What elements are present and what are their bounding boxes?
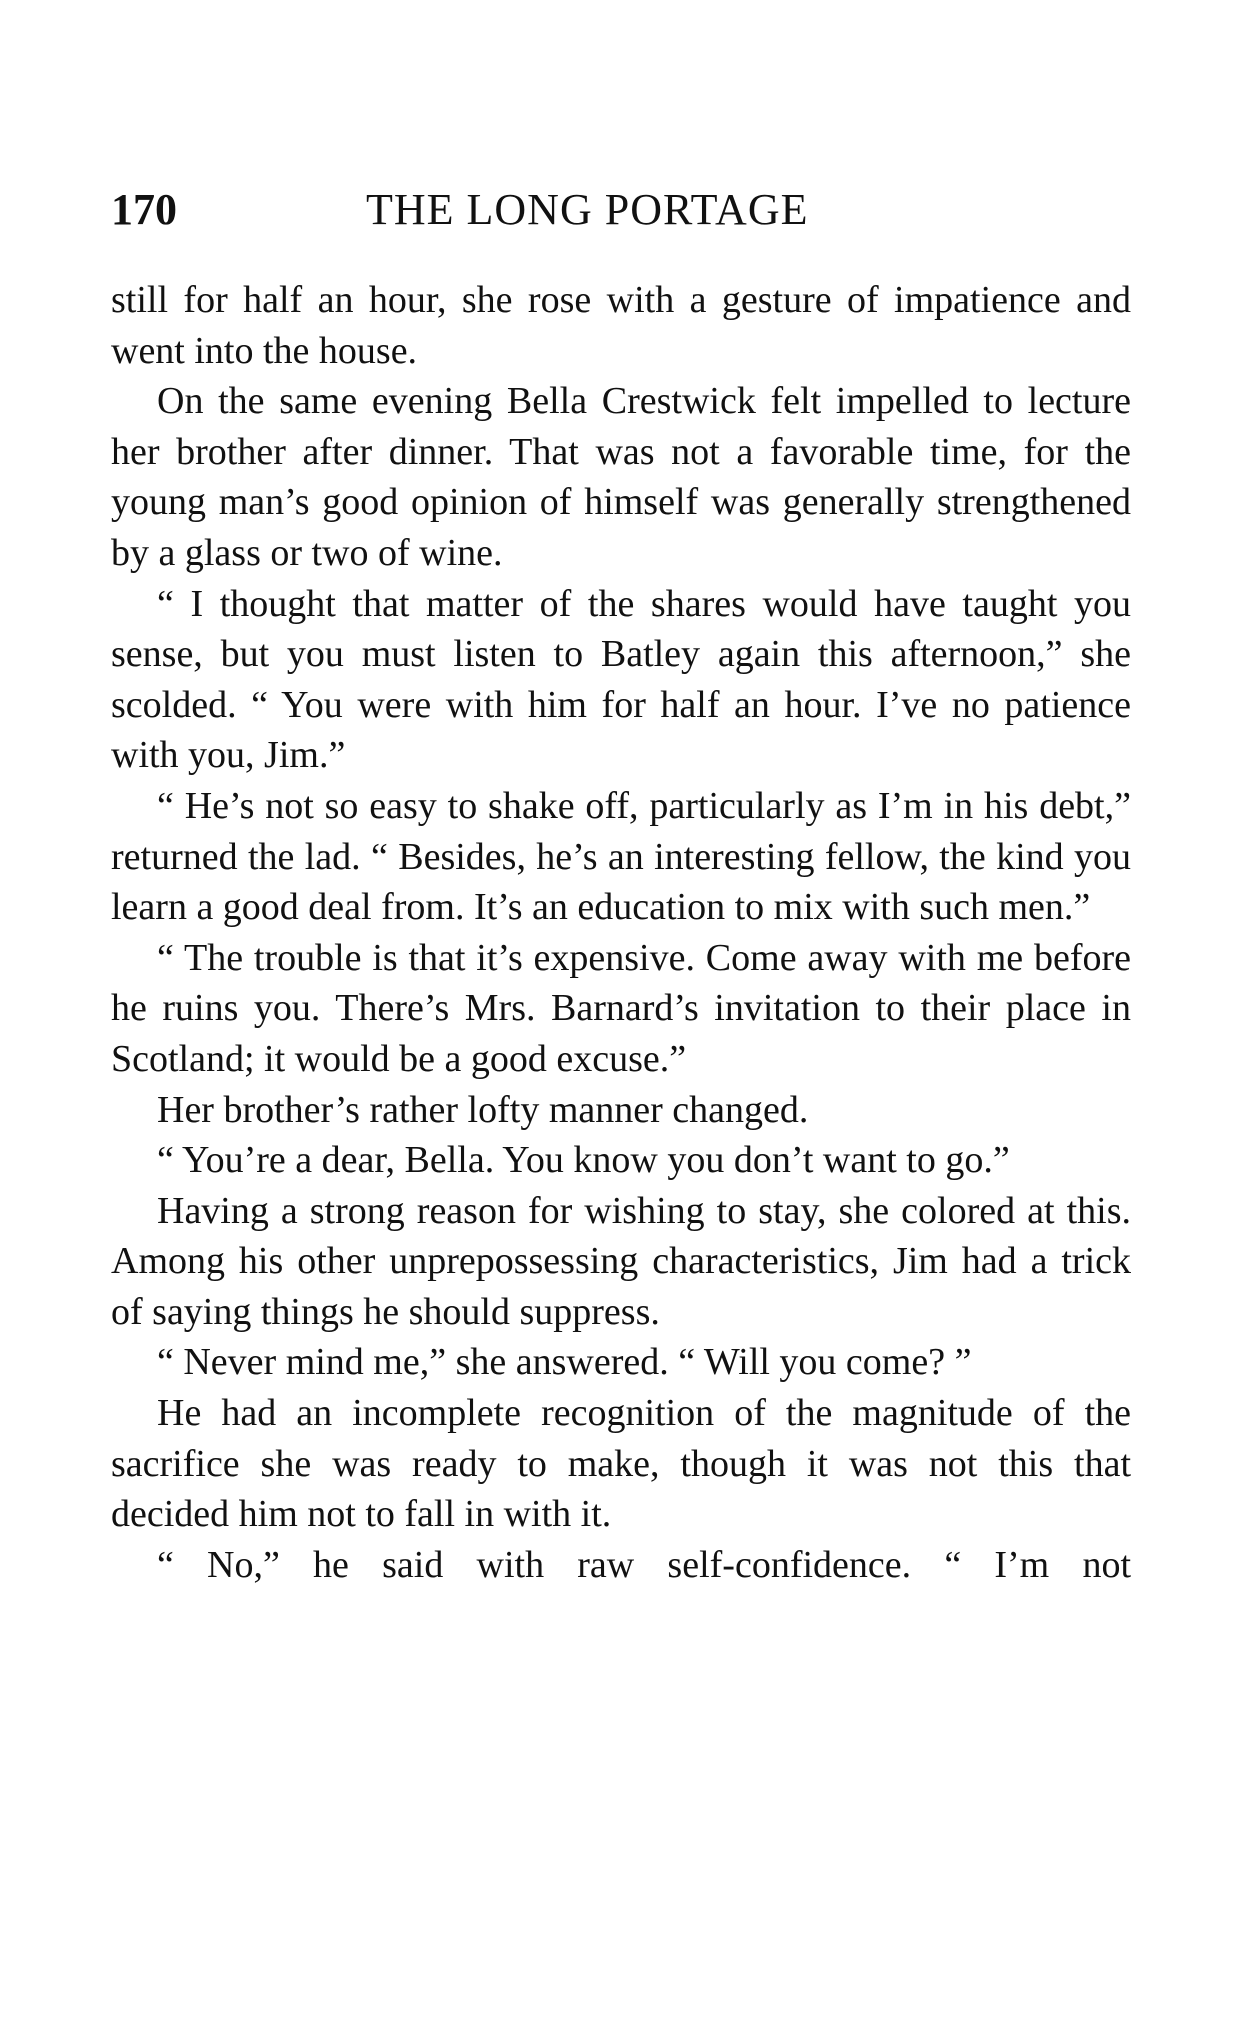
paragraph: “ He’s not so easy to shake off, particularly as I’m in his debt,” returned the lad. “ Besides, he’s an interesting fellow, the kind you learn a good deal from. It’s an education to mix with such men.” [111,784,1131,929]
paragraph: “ Never mind me,” she answered. “ Will you come? ” [157,1341,972,1384]
paragraph: “ You’re a dear, Bella. You know you don’t want to go.” [157,1139,1010,1182]
page-number: 170 [111,185,177,234]
paragraph: “ I thought that matter of the shares would have taught you sense, but you must listen to Batley again this afternoon,” she scolded. “ You were with him for half an hour. I’ve no patience with you, Jim.” [111,582,1131,777]
paragraph: Having a strong reason for wishing to stay, she colored at this. Among his other unprepossessing characteristics, Jim had a trick of saying things he should suppress. [111,1189,1131,1333]
paragraph: On the same evening Bella Crestwick felt impelled to lecture her brother after dinner. That was not a favorable time, for the young man’s good opinion of himself was generally strengthened by a glass or two of wine. [111,380,1131,574]
running-title: THE LONG PORTAGE [366,185,809,234]
paragraph: Her brother’s rather lofty manner changed. [157,1088,809,1131]
body-text [111,275,1131,1590]
paragraph: He had an incomplete recognition of the magnitude of the sacrifice she was ready to make, though it was not this that decided him not to fall in with it. [111,1392,1131,1536]
paragraph-continues: “ No,” he said with raw self-confidence. “ I’m not [157,1543,1131,1586]
running-head [111,180,1131,240]
paragraph-continued: still for half an hour, she rose with a gesture of impatience and went into the house. [111,279,1131,372]
paragraph: “ The trouble is that it’s expensive. Come away with me before he ruins you. There’s Mrs. Barnard’s invitation to their place in Scotland; it would be a good excuse.” [111,936,1131,1080]
